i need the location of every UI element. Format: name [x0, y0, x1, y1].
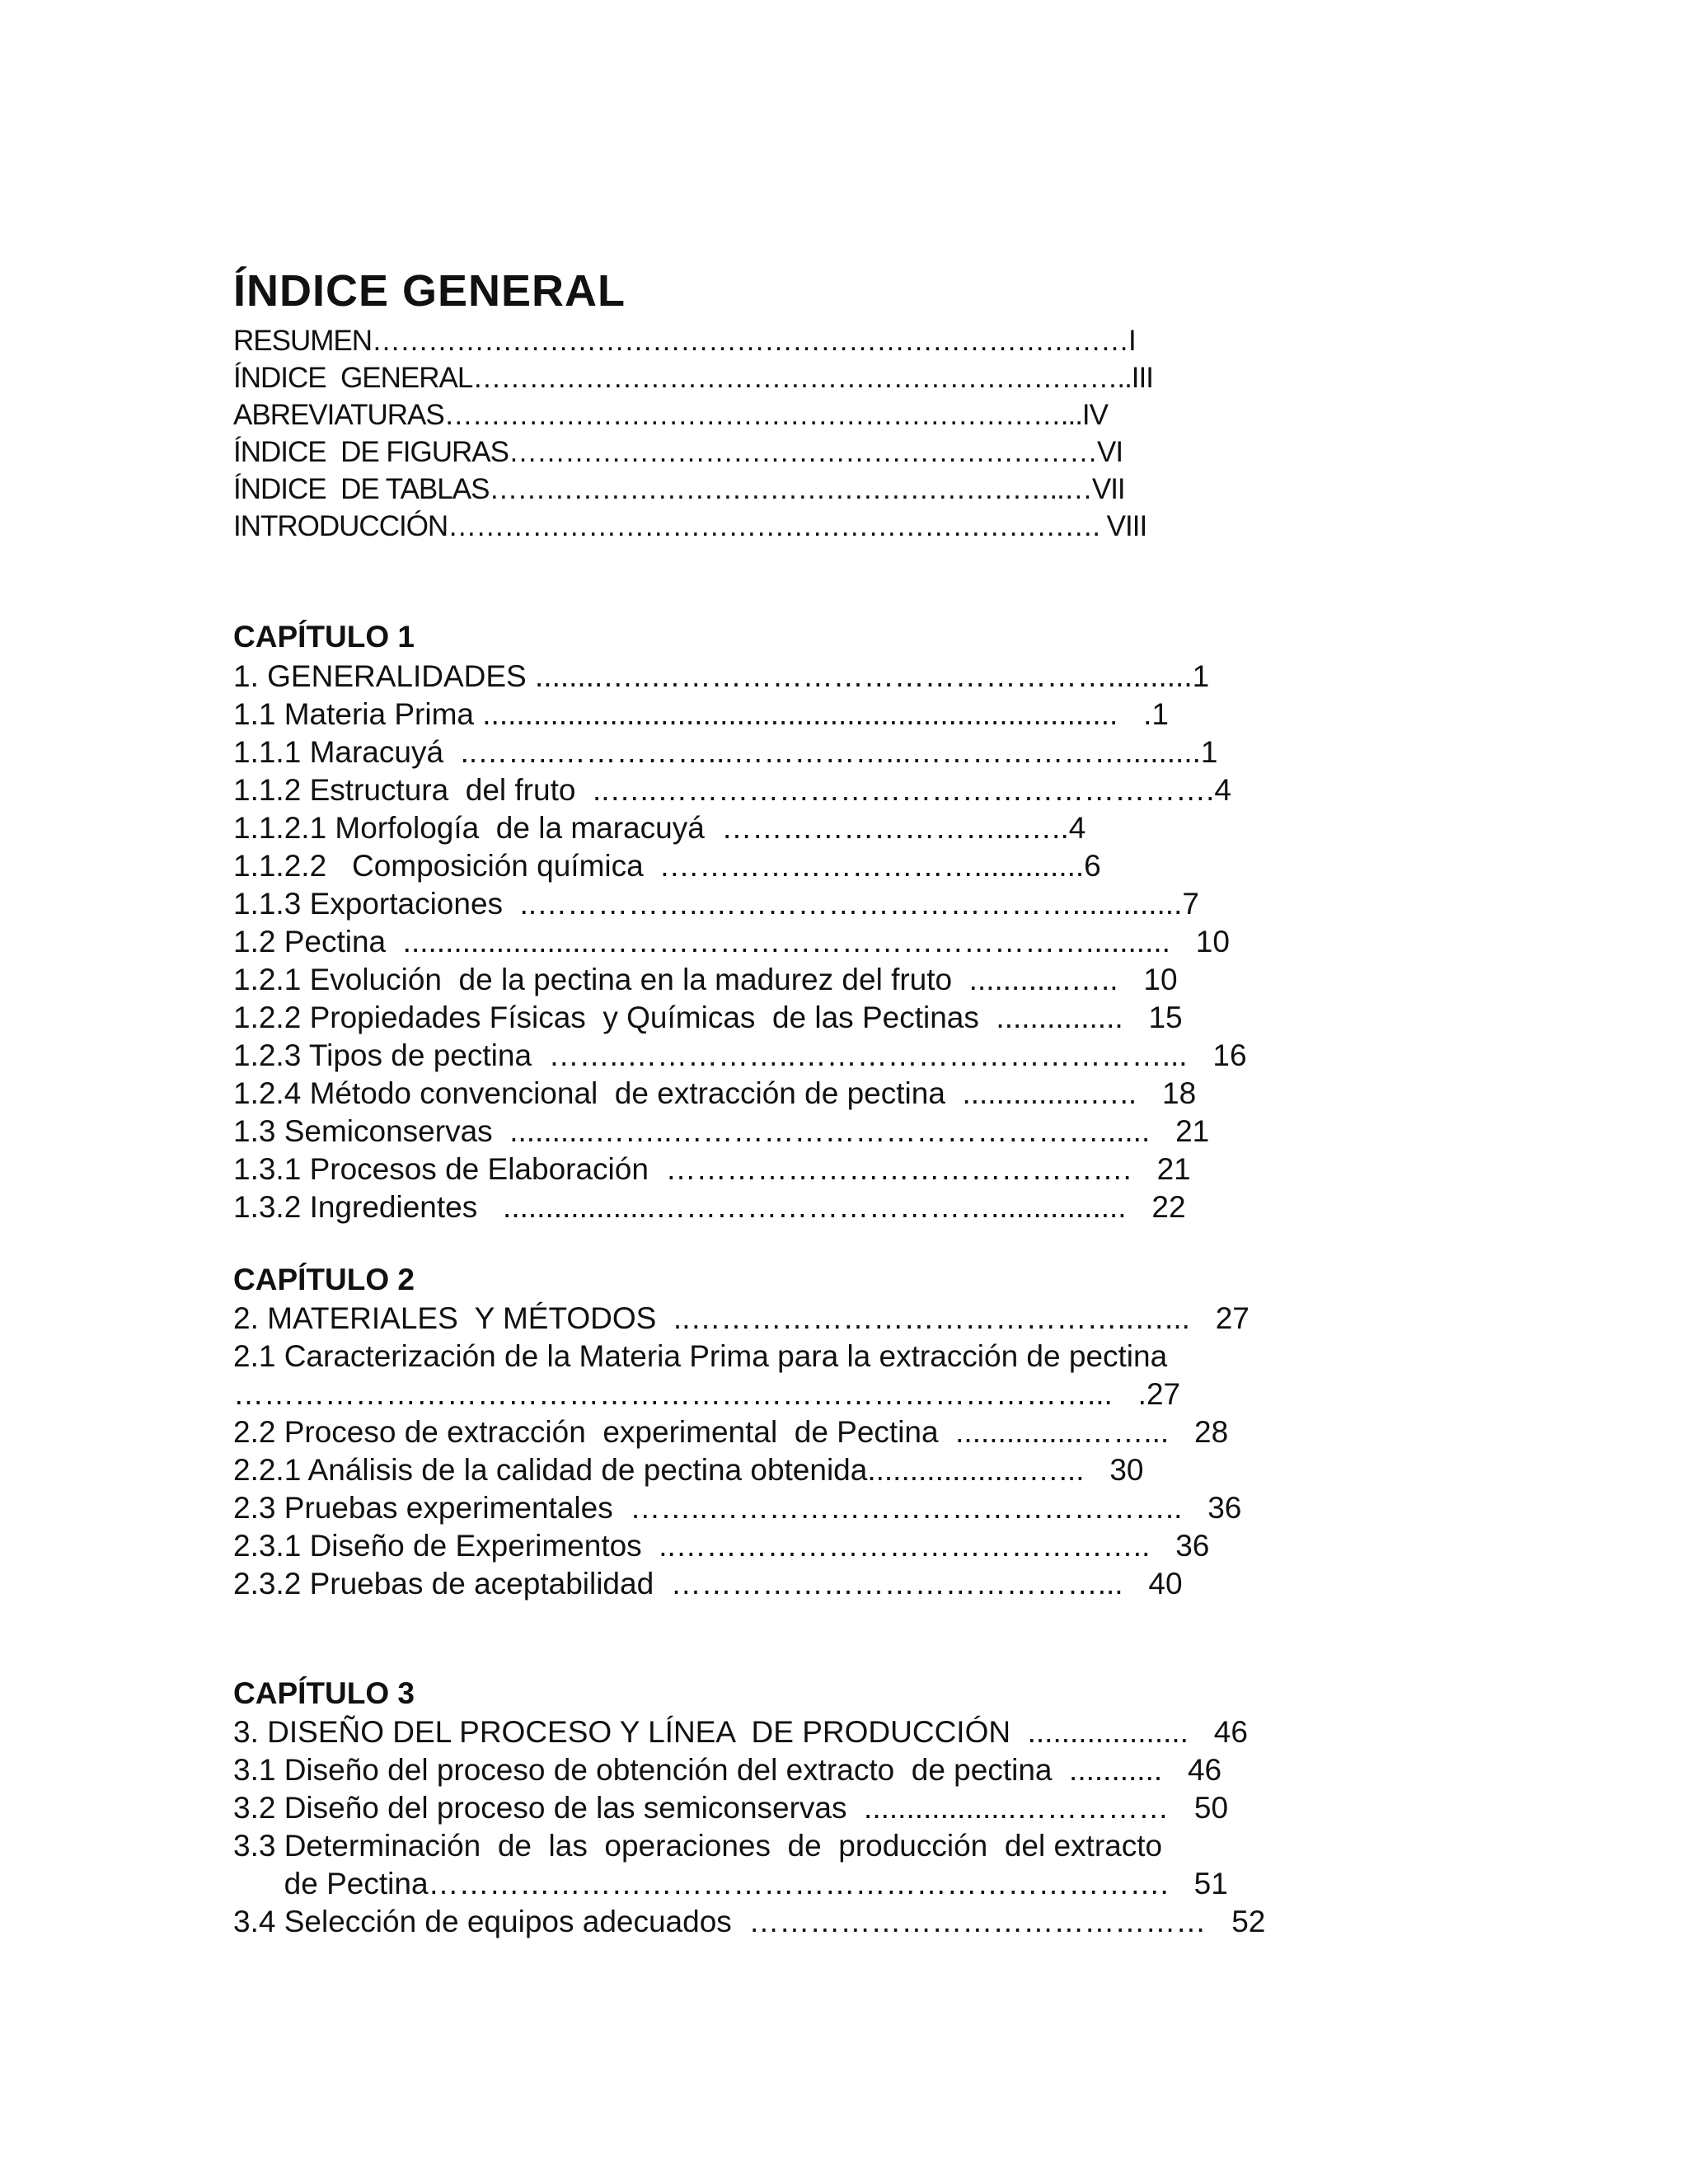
toc-entry: ÍNDICE DE FIGURAS………………………………………………………VI: [233, 436, 1123, 468]
toc-entry: 1.1.2.2 Composición química .………………………….............6: [233, 849, 1101, 883]
toc-entry: 3.1 Diseño del proceso de obtención del extracto de pectina ........... 46: [233, 1753, 1222, 1787]
toc-entry: INTRODUCCIÓN……………………………………………………………. VIII: [233, 510, 1147, 542]
chapter-heading: CAPÍTULO 3: [233, 1676, 415, 1710]
toc-entry: RESUMEN………………………………………………………………………I: [233, 325, 1136, 357]
toc-entry: 1.3.2 Ingredientes ..................……………………………................ 22: [233, 1190, 1186, 1224]
toc-entry: 1.1.3 Exportaciones ..……………..……………………………….............7: [233, 887, 1199, 921]
page-title: ÍNDICE GENERAL: [233, 266, 626, 316]
toc-entry: …………………………………………………………………………... .27: [233, 1377, 1181, 1411]
chapter-heading: CAPÍTULO 1: [233, 620, 415, 654]
toc-entry: 1.2.1 Evolución de la pectina en la madurez del fruto ............….. 10: [233, 963, 1178, 996]
toc-entry: 3. DISEÑO DEL PROCESO Y LÍNEA DE PRODUCCIÓN ................... 46: [233, 1715, 1248, 1749]
toc-entry: 1.1 Materia Prima ........................................................................... .1: [233, 697, 1169, 731]
toc-entry: 1.3.1 Procesos de Elaboración ………………………………………. 21: [233, 1152, 1191, 1186]
toc-entry: 2. MATERIALES Y MÉTODOS ..……………………………………..…... 27: [233, 1301, 1250, 1335]
toc-entry: 2.2.1 Análisis de la calidad de pectina obtenida...................…... 30: [233, 1453, 1144, 1487]
toc-entry: 2.3.1 Diseño de Experimentos ..……………………………………….. 36: [233, 1529, 1210, 1563]
toc-entry: 1.1.2 Estructura del fruto ..…..……………………………………………….4: [233, 773, 1231, 807]
toc-entry: de Pectina………………………………………………………………. 51: [233, 1867, 1228, 1900]
toc-entry: 1.2 Pectina .......................………………………………………….......... 10: [233, 925, 1230, 958]
toc-entry: 1.2.4 Método convencional de extracción de pectina ...............….. 18: [233, 1076, 1197, 1110]
chapter-heading: CAPÍTULO 2: [233, 1263, 415, 1296]
toc-entry: 1. GENERALIDADES ........…..………………………………………..........1: [233, 659, 1210, 693]
toc-entry: 2.3.2 Pruebas de aceptabilidad ……………………………………... 40: [233, 1567, 1183, 1601]
toc-entry: 1.3 Semiconservas ..........……..……………………………………...... 21: [233, 1114, 1210, 1148]
toc-entry: 3.3 Determinación de las operaciones de producción del extracto: [233, 1829, 1163, 1863]
toc-entry: 1.2.2 Propiedades Físicas y Químicas de las Pectinas ............... 15: [233, 1001, 1183, 1034]
toc-entry: ABREVIATURAS…………………………………………………………...IV: [233, 399, 1108, 431]
toc-entry: 3.4 Selección de equipos adecuados ……………………………………… 52: [233, 1905, 1266, 1938]
toc-entry: 3.2 Diseño del proceso de las semiconservas ..................…………… 50: [233, 1791, 1229, 1825]
toc-entry: 1.2.3 Tipos de pectina ……..……………..………………………………... 16: [233, 1038, 1247, 1072]
toc-entry: 1.1.2.1 Morfología de la maracuyá ………………………...…..4: [233, 811, 1086, 845]
toc-entry: 2.2 Proceso de extracción experimental de Pectina ...............……... 28: [233, 1415, 1229, 1449]
toc-entry: ÍNDICE DE TABLAS……………………………………………………..…VII: [233, 473, 1125, 505]
toc-entry: ÍNDICE GENERAL……………………………………………………………..III: [233, 362, 1153, 394]
toc-entry: 1.1.1 Maracuyá ..……..……………...……………...………………….........1: [233, 735, 1218, 769]
toc-entry: 2.3 Pruebas experimentales ……..……………………………………….. 36: [233, 1491, 1242, 1525]
toc-entry: 2.1 Caracterización de la Materia Prima para la extracción de pectina: [233, 1339, 1168, 1373]
